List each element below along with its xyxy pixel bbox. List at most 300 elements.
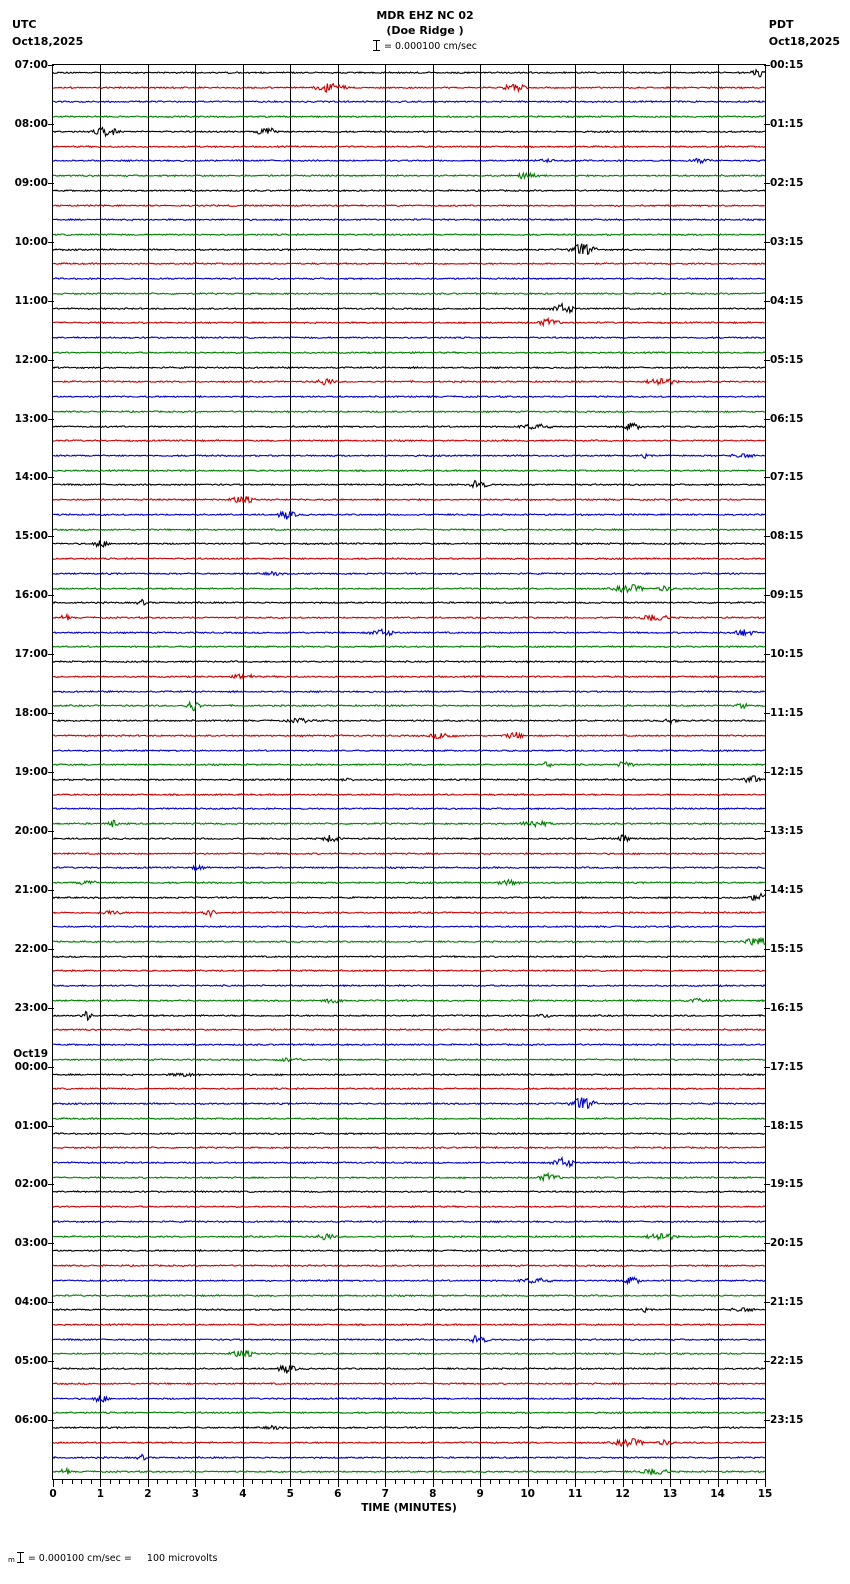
seismic-trace [53, 411, 765, 413]
left-hour-label: 01:00 [2, 1120, 48, 1132]
left-hour-label: 10:00 [2, 236, 48, 248]
left-hour-label: 19:00 [2, 766, 48, 778]
seismic-trace [53, 396, 765, 398]
seismic-trace [53, 481, 765, 488]
seismic-trace [53, 337, 765, 339]
left-hour-label: 18:00 [2, 707, 48, 719]
trace-row [53, 801, 765, 816]
trace-row [53, 536, 765, 551]
seismic-trace [53, 1395, 765, 1401]
left-hour-tick [48, 654, 54, 655]
left-hour-label: 03:00 [2, 1237, 48, 1249]
left-hour-tick [48, 1067, 54, 1068]
right-hour-label: 11:15 [770, 707, 803, 719]
trace-row [53, 1317, 765, 1332]
header-right-tz: PDT [768, 18, 794, 31]
left-hour-label: 15:00 [2, 530, 48, 542]
right-hour-label: 20:15 [770, 1237, 803, 1249]
seismic-trace [53, 1438, 765, 1446]
left-hour-tick [48, 1420, 54, 1421]
seismic-trace [53, 690, 765, 692]
trace-row [53, 595, 765, 610]
trace-row [53, 419, 765, 434]
right-hour-tick [764, 1008, 770, 1009]
x-tick-label: 7 [381, 1488, 389, 1500]
header-left-tz: UTC [12, 18, 37, 31]
trace-row [53, 787, 765, 802]
seismic-trace [53, 629, 765, 636]
footer-scale-icon [17, 1552, 24, 1563]
trace-row [53, 993, 765, 1008]
x-tick-label: 2 [144, 1488, 152, 1500]
left-hour-tick [48, 713, 54, 714]
seismic-trace [53, 1426, 765, 1430]
trace-row [53, 1081, 765, 1096]
trace-row [53, 610, 765, 625]
x-tick-minor [452, 1480, 453, 1484]
header-station-block [0, 8, 850, 38]
x-tick-major [670, 1480, 671, 1487]
seismic-trace [53, 970, 765, 972]
seismic-trace [53, 204, 765, 206]
seismic-trace [53, 352, 765, 354]
trace-row [53, 389, 765, 404]
left-hour-tick [48, 477, 54, 478]
left-hour-tick [48, 242, 54, 243]
left-hour-tick [48, 65, 54, 66]
seismic-trace [53, 263, 765, 265]
right-hour-tick [764, 772, 770, 773]
seismic-trace [53, 1324, 765, 1326]
x-tick-minor [395, 1480, 396, 1484]
x-tick-major [53, 1480, 54, 1487]
left-hour-label: 09:00 [2, 177, 48, 189]
left-hour-label: 16:00 [2, 589, 48, 601]
x-tick-minor [414, 1480, 415, 1484]
x-tick-major [385, 1480, 386, 1487]
trace-row [53, 374, 765, 389]
seismic-trace [53, 820, 765, 827]
trace-row [53, 654, 765, 669]
trace-row [53, 1346, 765, 1361]
right-hour-label: 04:15 [770, 295, 803, 307]
trace-row [53, 1229, 765, 1244]
seismic-trace [53, 319, 765, 326]
seismic-trace [53, 749, 765, 751]
x-tick-minor [119, 1480, 120, 1484]
trace-row [53, 301, 765, 316]
left-hour-label: 13:00 [2, 413, 48, 425]
amplitude-scale-icon [373, 40, 380, 51]
seismic-trace [53, 558, 765, 560]
trace-row [53, 1008, 765, 1023]
seismic-trace [53, 366, 765, 368]
seismic-trace [53, 702, 765, 711]
x-tick-major [433, 1480, 434, 1487]
seismic-trace [53, 1335, 765, 1342]
trace-row [53, 1332, 765, 1347]
trace-row [53, 1126, 765, 1141]
trace-row [53, 949, 765, 964]
seismic-trace [53, 1308, 765, 1312]
x-tick-minor [262, 1480, 263, 1484]
seismic-trace [53, 985, 765, 987]
trace-row [53, 65, 765, 80]
x-tick-minor [661, 1480, 662, 1484]
trace-row [53, 1170, 765, 1185]
station-code: MDR EHZ NC 02 [376, 9, 474, 22]
right-hour-tick [764, 360, 770, 361]
seismic-trace [53, 1351, 765, 1357]
x-tick-label: 12 [615, 1488, 630, 1500]
seismic-trace [53, 880, 765, 885]
right-hour-label: 12:15 [770, 766, 803, 778]
seismic-trace [53, 956, 765, 958]
seismic-trace [53, 234, 765, 236]
left-hour-tick [48, 1361, 54, 1362]
x-tick-major [528, 1480, 529, 1487]
x-tick-minor [442, 1480, 443, 1484]
trace-row [53, 1067, 765, 1082]
x-tick-minor [604, 1480, 605, 1484]
trace-row [53, 875, 765, 890]
seismic-trace [53, 219, 765, 221]
seismic-trace [53, 1029, 765, 1031]
trace-row [53, 1435, 765, 1450]
seismic-trace [53, 190, 765, 192]
left-hour-tick [48, 595, 54, 596]
seismic-trace [53, 1132, 765, 1134]
x-tick-minor [205, 1480, 206, 1484]
seismic-trace [53, 379, 765, 385]
trace-row [53, 1420, 765, 1435]
right-hour-tick [764, 536, 770, 537]
x-tick-minor [756, 1480, 757, 1484]
left-hour-label: 05:00 [2, 1355, 48, 1367]
seismic-trace [53, 893, 765, 900]
left-hour-label: 04:00 [2, 1296, 48, 1308]
trace-row [53, 1199, 765, 1214]
trace-row [53, 80, 765, 95]
x-tick-minor [91, 1480, 92, 1484]
right-hour-tick [764, 301, 770, 302]
right-hour-tick [764, 1361, 770, 1362]
seismic-trace [53, 1044, 765, 1046]
right-hour-label: 19:15 [770, 1178, 803, 1190]
trace-row [53, 860, 765, 875]
x-tick-minor [300, 1480, 301, 1484]
x-tick-label: 15 [757, 1488, 773, 1500]
seismic-trace [53, 762, 765, 767]
right-hour-label: 13:15 [770, 825, 803, 837]
seismic-trace [53, 1158, 765, 1167]
right-hour-tick [764, 1126, 770, 1127]
trace-row [53, 463, 765, 478]
x-tick-minor [233, 1480, 234, 1484]
seismic-trace [53, 1454, 765, 1460]
trace-row [53, 1288, 765, 1303]
scale-bar-text: = 0.000100 cm/sec [383, 41, 478, 52]
seismic-trace [53, 1118, 765, 1120]
left-hour-label: 23:00 [2, 1002, 48, 1014]
seismic-trace [53, 1173, 765, 1180]
trace-row [53, 507, 765, 522]
trace-row [53, 890, 765, 905]
trace-row [53, 1096, 765, 1111]
left-hour-label: 14:00 [2, 471, 48, 483]
trace-row [53, 1258, 765, 1273]
trace-row [53, 330, 765, 345]
x-tick-major [480, 1480, 481, 1487]
x-tick-minor [224, 1480, 225, 1484]
x-tick-minor [357, 1480, 358, 1484]
seismic-trace [53, 127, 765, 135]
trace-row [53, 919, 765, 934]
x-tick-minor [72, 1480, 73, 1484]
x-tick-minor [518, 1480, 519, 1484]
scale-bar-row [0, 40, 850, 52]
seismic-trace [53, 1277, 765, 1283]
right-hour-label: 16:15 [770, 1002, 803, 1014]
trace-row [53, 772, 765, 787]
left-hour-tick [48, 1243, 54, 1244]
seismic-trace [53, 1365, 765, 1373]
seismic-trace [53, 1250, 765, 1252]
trace-row [53, 905, 765, 920]
x-tick-minor [214, 1480, 215, 1484]
left-hour-tick [48, 124, 54, 125]
x-tick-minor [547, 1480, 548, 1484]
right-hour-tick [764, 890, 770, 891]
x-tick-minor [680, 1480, 681, 1484]
trace-row [53, 271, 765, 286]
x-tick-label: 3 [191, 1488, 200, 1500]
trace-row [53, 934, 765, 949]
trace-row [53, 1155, 765, 1170]
x-tick-minor [281, 1480, 282, 1484]
seismic-trace [53, 1206, 765, 1208]
trace-row [53, 669, 765, 684]
x-tick-minor [708, 1480, 709, 1484]
left-hour-label: 02:00 [2, 1178, 48, 1190]
trace-row [53, 124, 765, 139]
left-hour-label: 11:00 [2, 295, 48, 307]
trace-row [53, 404, 765, 419]
right-hour-tick [764, 831, 770, 832]
trace-row [53, 345, 765, 360]
x-tick-minor [594, 1480, 595, 1484]
x-tick-minor [689, 1480, 690, 1484]
x-tick-major [195, 1480, 196, 1487]
trace-row [53, 1184, 765, 1199]
x-tick-minor [176, 1480, 177, 1484]
day-break-label: Oct19 [13, 1047, 48, 1060]
x-tick-minor [423, 1480, 424, 1484]
trace-row [53, 477, 765, 492]
x-tick-label: 6 [334, 1488, 342, 1500]
trace-row [53, 1214, 765, 1229]
x-tick-label: 9 [476, 1488, 484, 1500]
seismic-trace [53, 584, 765, 592]
left-hour-tick [48, 360, 54, 361]
x-tick-label: 0 [49, 1488, 57, 1500]
seismic-trace [53, 1233, 765, 1239]
x-tick-minor [404, 1480, 405, 1484]
x-tick-minor [319, 1480, 320, 1484]
x-tick-minor [642, 1480, 643, 1484]
trace-row [53, 1302, 765, 1317]
x-tick-minor [309, 1480, 310, 1484]
x-tick-major [243, 1480, 244, 1487]
trace-row [53, 1405, 765, 1420]
x-tick-label: 4 [239, 1488, 247, 1500]
x-tick-minor [376, 1480, 377, 1484]
x-axis-title: TIME (MINUTES) [361, 1502, 457, 1514]
trace-row [53, 256, 765, 271]
right-hour-tick [764, 713, 770, 714]
trace-row [53, 94, 765, 109]
seismic-trace [53, 1383, 765, 1385]
x-tick-label: 5 [286, 1488, 294, 1500]
x-tick-major [575, 1480, 576, 1487]
right-hour-tick [764, 949, 770, 950]
station-name: (Doe Ridge ) [386, 24, 464, 37]
seismic-trace [53, 571, 765, 575]
seismic-trace [53, 600, 765, 606]
trace-row [53, 625, 765, 640]
footer-scale-note: m = 0.000100 cm/sec = 100 microvolts [8, 1553, 218, 1564]
x-tick-minor [556, 1480, 557, 1484]
trace-row [53, 360, 765, 375]
trace-row [53, 1140, 765, 1155]
seismic-trace [53, 243, 765, 254]
seismic-trace [53, 615, 765, 621]
header-right-timezone-block [769, 16, 840, 50]
right-hour-tick [764, 595, 770, 596]
x-tick-minor [699, 1480, 700, 1484]
x-tick-major [338, 1480, 339, 1487]
left-hour-label: 21:00 [2, 884, 48, 896]
x-tick-minor [509, 1480, 510, 1484]
right-hour-tick [764, 1243, 770, 1244]
right-hour-label: 14:15 [770, 884, 803, 896]
right-hour-tick [764, 1302, 770, 1303]
left-hour-tick [48, 1302, 54, 1303]
trace-row [53, 242, 765, 257]
trace-row [53, 1464, 765, 1479]
seismic-trace [53, 511, 765, 519]
right-hour-label: 17:15 [770, 1061, 803, 1073]
trace-row [53, 581, 765, 596]
x-tick-label: 10 [520, 1488, 535, 1500]
seismic-trace [53, 646, 765, 648]
seismogram-plot-area [52, 64, 766, 1480]
trace-row [53, 522, 765, 537]
x-tick-major [623, 1480, 624, 1487]
x-tick-minor [110, 1480, 111, 1484]
right-hour-label: 00:15 [770, 59, 803, 71]
x-tick-minor [727, 1480, 728, 1484]
right-hour-tick [764, 242, 770, 243]
right-hour-label: 01:15 [770, 118, 803, 130]
seismic-trace [53, 496, 765, 502]
trace-row [53, 551, 765, 566]
x-tick-major [148, 1480, 149, 1487]
right-hour-tick [764, 419, 770, 420]
right-hour-label: 08:15 [770, 530, 803, 542]
seismic-trace [53, 159, 765, 164]
seismic-trace [53, 1412, 765, 1414]
seismic-trace [53, 1265, 765, 1267]
right-hour-tick [764, 183, 770, 184]
seismic-trace [53, 101, 765, 103]
trace-row [53, 315, 765, 330]
right-hour-label: 02:15 [770, 177, 803, 189]
trace-row [53, 1376, 765, 1391]
right-hour-label: 15:15 [770, 943, 803, 955]
x-tick-minor [632, 1480, 633, 1484]
x-tick-minor [252, 1480, 253, 1484]
left-hour-tick [48, 949, 54, 950]
seismic-trace [53, 70, 765, 77]
x-tick-major [765, 1480, 766, 1487]
trace-row [53, 1361, 765, 1376]
left-hour-label: 06:00 [2, 1414, 48, 1426]
x-tick-minor [186, 1480, 187, 1484]
seismic-trace [53, 422, 765, 428]
left-hour-tick [48, 536, 54, 537]
trace-row [53, 978, 765, 993]
seismic-trace [53, 173, 765, 179]
x-tick-label: 1 [96, 1488, 105, 1500]
right-hour-label: 18:15 [770, 1120, 803, 1132]
x-axis [49, 1480, 773, 1514]
right-hour-label: 06:15 [770, 413, 803, 425]
right-hour-label: 09:15 [770, 589, 803, 601]
seismic-trace [53, 718, 765, 723]
seismic-trace [53, 1147, 765, 1149]
seismic-trace [53, 83, 765, 92]
seismic-trace [53, 674, 765, 679]
x-tick-minor [129, 1480, 130, 1484]
x-tick-minor [347, 1480, 348, 1484]
seismic-trace [53, 808, 765, 810]
x-tick-minor [746, 1480, 747, 1484]
x-tick-minor [62, 1480, 63, 1484]
left-hour-label: 20:00 [2, 825, 48, 837]
x-tick-minor [461, 1480, 462, 1484]
left-hour-tick [48, 772, 54, 773]
trace-row [53, 433, 765, 448]
x-tick-minor [537, 1480, 538, 1484]
seismic-trace [53, 1073, 765, 1076]
right-hour-tick [764, 1067, 770, 1068]
left-hour-label: 08:00 [2, 118, 48, 130]
seismic-trace [53, 541, 765, 547]
trace-row [53, 448, 765, 463]
trace-row [53, 963, 765, 978]
trace-row [53, 743, 765, 758]
seismic-trace [53, 293, 765, 295]
header-right-date: Oct18,2025 [768, 35, 840, 48]
trace-row [53, 698, 765, 713]
trace-row [53, 1052, 765, 1067]
x-tick-label: 13 [662, 1488, 678, 1500]
left-hour-label: 00:00 [2, 1061, 48, 1073]
seismic-trace [53, 303, 765, 312]
trace-row [53, 168, 765, 183]
left-hour-tick [48, 419, 54, 420]
